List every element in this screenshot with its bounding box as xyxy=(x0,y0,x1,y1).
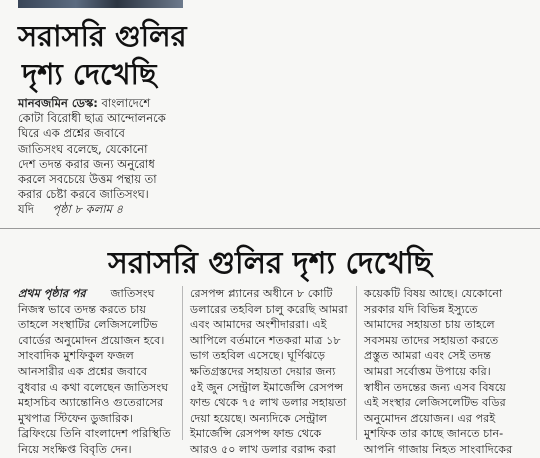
article-line: মুশফিক তার কাছে জানতে চান- xyxy=(364,427,504,441)
article-line: এই সংস্থার লেজিসলেটিভ বডির xyxy=(364,396,506,410)
article-text: জাতিসংঘ xyxy=(110,287,155,300)
article-line: অনুমোদন প্রয়োজন। এর পরই xyxy=(364,411,496,425)
teaser-headline-line-1: সরাসরি গুলির xyxy=(18,19,187,53)
article-line: ব্রিফিংয়ে তিনি বাংলাদেশ পরিস্থিতি xyxy=(18,427,171,441)
section-divider xyxy=(0,228,540,229)
article-line: ইমার্জেন্সি রেসপন্স ফান্ড থেকে xyxy=(190,427,322,441)
article-line xyxy=(18,286,178,302)
article-line: প্রস্তুত আমরা এবং সেই তদন্ত xyxy=(364,349,491,363)
continued-reference[interactable]: পৃষ্ঠা ৮ কলাম ৪ xyxy=(52,202,124,217)
article-headline: সরাসরি গুলির দৃশ্য দেখেছি xyxy=(108,246,432,281)
article-line: ফান্ড থেকে ৭৫ লাখ ডলার সহায়তা xyxy=(190,396,347,410)
article-line: সরকার যদি বিভিন্ন ইস্যুতে xyxy=(364,302,478,316)
article-line: আপনি গাজায় নিহত সাংবাদিকের xyxy=(364,442,513,456)
article-line: ভাগ তহবিল এসেছে। ঘূর্ণিঝড়ে xyxy=(190,349,326,363)
article-line: আপিলে বর্তমানে শতকরা মাত্র ১৮ xyxy=(190,333,341,347)
article-line: সবসময় তাদের সহায়তা করতে xyxy=(364,333,499,347)
article-line: মুখপাত্র স্টিফেন ডুজারিক। xyxy=(18,411,134,425)
article-line: কয়েকটি বিষয় আছে। যেকোনো xyxy=(364,287,503,300)
teaser-line: ঘিরে এক প্রশ্নের জবাবে xyxy=(18,126,125,141)
article-line: আমাদের সহায়তা চায় তাহলে xyxy=(364,318,495,332)
article-line: ৫ই জুন সেন্ট্রাল ইমার্জেন্সি রেসপন্স xyxy=(190,380,344,394)
article-line: এবং আমাদের অংশীদাররা। এই xyxy=(190,318,327,332)
article-line: দেয়া হয়েছে। অন্যদিকে সেন্ট্রাল xyxy=(190,411,328,425)
article-line: বোর্ডের অনুমোদন প্রয়োজন হবে। xyxy=(18,333,165,347)
desk-label: মানবজমিন ডেস্ক: xyxy=(18,96,98,110)
article-line: নিয়ে সংক্ষিপ্ত বিবৃতি দেন। xyxy=(18,442,132,456)
teaser-text: যদি xyxy=(18,202,34,217)
lead-label: প্রথম পৃষ্ঠার পর xyxy=(18,287,86,300)
article-line: ক্ষতিগ্রস্তদের সহায়তা দেয়ার জন্য xyxy=(190,364,336,378)
article-column-2 xyxy=(190,286,350,458)
article-line: ডলারের তহবিল চালু করেছি আমরা xyxy=(190,302,348,316)
teaser-headline-line-2: দৃশ্য দেখেছি xyxy=(22,57,157,91)
article-line: তাহলে সংস্থাটির লেজিসলেটিভ xyxy=(18,318,158,332)
article-line: আমরা সর্বোত্তম উপায়ে করি। xyxy=(364,364,491,378)
article-line: নিজস্ব ভাবে তদন্ত করতে চায় xyxy=(18,302,146,316)
teaser-body xyxy=(18,96,178,218)
teaser-line: কোটা বিরোধী ছাত্র আন্দোলনকে xyxy=(18,111,166,126)
article-line: আনসারীর এক প্রশ্নের জবাবে xyxy=(18,364,148,378)
photo-strip xyxy=(18,0,183,8)
article-line: সাংবাদিক মুশফিকুল ফজল xyxy=(18,349,134,363)
teaser-line xyxy=(18,202,178,217)
teaser-line xyxy=(18,96,178,111)
article-line: রেসপন্স প্ল্যানের অধীনে ৮ কোটি xyxy=(190,287,333,300)
teaser-line: করার চেষ্টা করবে জাতিসংঘ। xyxy=(18,187,149,202)
article-line: মহাসচিব অ্যান্তোনিও গুতেরাসের xyxy=(18,396,164,410)
column-separator xyxy=(356,286,357,440)
teaser-line: দেশ তদন্ত করার জন্য অনুরোধ xyxy=(18,156,155,171)
teaser-text: বাংলাদেশে xyxy=(101,96,151,110)
article-column-3 xyxy=(364,286,524,458)
article-line: বুধবার এ কথা বলেছেন জাতিসংঘ xyxy=(18,380,169,394)
teaser-line: জাতিসংঘ বলেছে, যেকোনো xyxy=(18,141,148,156)
article-column-1 xyxy=(18,286,178,458)
column-separator xyxy=(182,286,183,440)
article-line: স্বাধীন তদন্তের জন্য এসব বিষয়ে xyxy=(364,380,506,394)
article-line: আরও ৫০ লাখ ডলার বরাদ্দ করা xyxy=(190,442,336,456)
teaser-line: করলে সবচেয়ে উত্তম পন্থায় তা xyxy=(18,172,157,187)
